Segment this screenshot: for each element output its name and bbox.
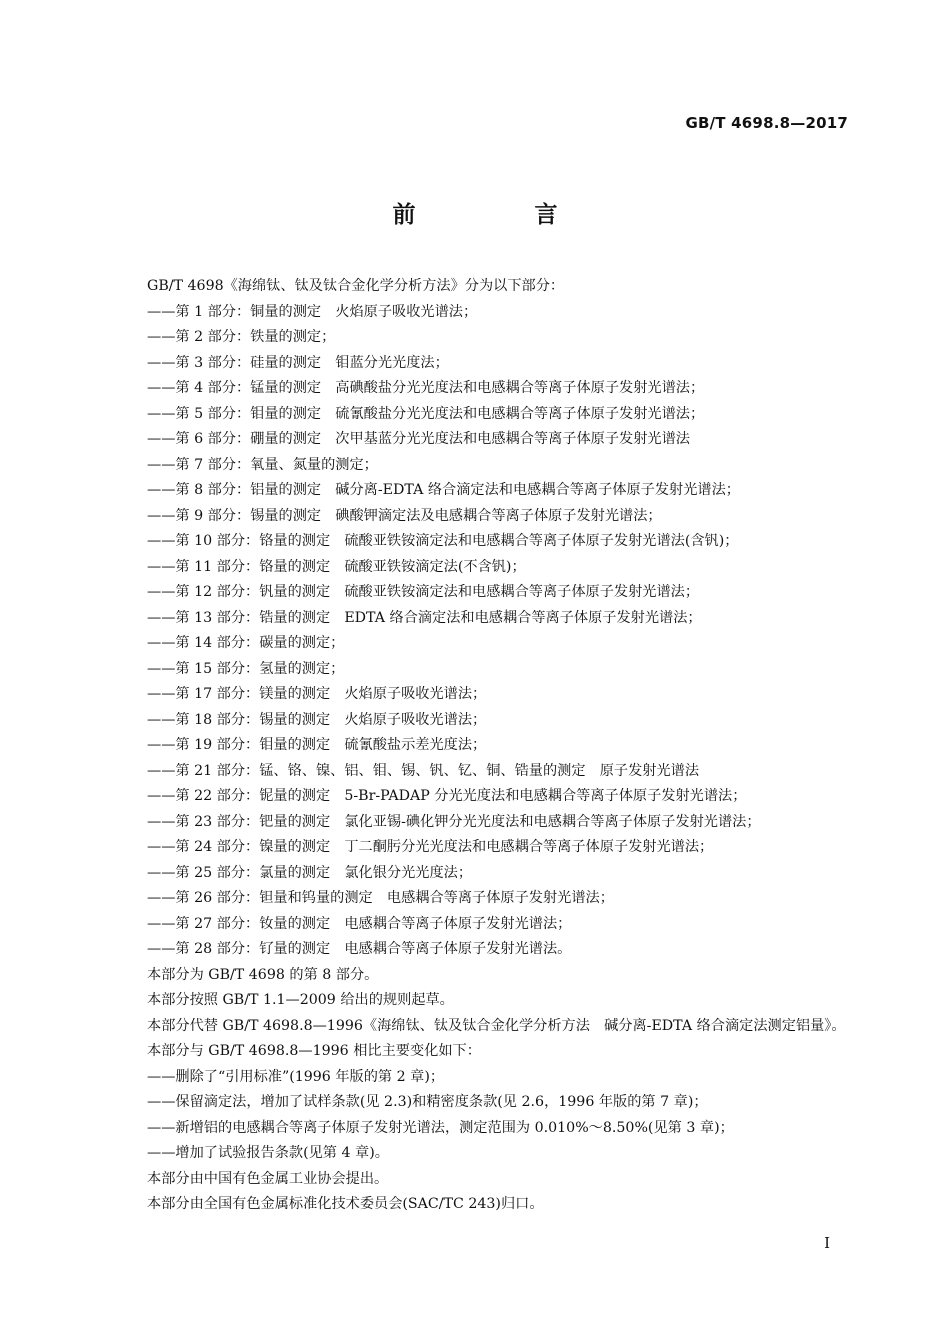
proposed-statement: 本部分由中国有色金属工业协会提出。 [147, 1170, 389, 1187]
list-item: ——第 25 部分：氯量的测定 氯化银分光光度法； [147, 864, 473, 881]
list-item: ——第 6 部分：硼量的测定 次甲基蓝分光光度法和电感耦合等离子体原子发射光谱法 [147, 431, 690, 447]
list-item: ——第 24 部分：镍量的测定 丁二酮肟分光光度法和电感耦合等离子体原子发射光谱法； [147, 839, 714, 855]
list-item: ——第 23 部分：钯量的测定 氯化亚锡-碘化钾分光光度法和电感耦合等离子体原子发射光谱法； [147, 813, 761, 830]
changes-intro: 本部分与 GB/T 4698.8—1996 相比主要变化如下： [147, 1043, 481, 1059]
list-item: ——第 28 部分：钌量的测定 电感耦合等离子体原子发射光谱法。 [147, 941, 572, 957]
list-item: ——第 13 部分：锆量的测定 EDTA 络合滴定法和电感耦合等离子体原子发射光谱法； [147, 609, 702, 626]
list-item: ——第 18 部分：锡量的测定 火焰原子吸收光谱法； [147, 711, 487, 728]
change-item: ——保留滴定法，增加了试样条款(见 2.3)和精密度条款(见 2.6，1996 年版的第 7 章)； [147, 1094, 708, 1110]
list-item: ——第 17 部分：镁量的测定 火焰原子吸收光谱法； [147, 686, 487, 702]
list-item: ——第 2 部分：铁量的测定； [147, 329, 336, 345]
intro-paragraph: GB/T 4698《海绵钛、钛及钛合金化学分析方法》分为以下部分： [147, 278, 565, 294]
foreword-body [114, 274, 854, 1218]
list-item: ——第 26 部分：钽量和钨量的测定 电感耦合等离子体原子发射光谱法； [147, 890, 614, 906]
centralized-statement: 本部分由全国有色金属标准化技术委员会(SAC/TC 243)归口。 [147, 1196, 544, 1212]
list-item: ——第 7 部分：氧量、氮量的测定； [147, 456, 378, 473]
standard-code: GB/T 4698.8—2017 [685, 114, 848, 132]
list-item: ——第 5 部分：钼量的测定 硫氰酸盐分光光度法和电感耦合等离子体原子发射光谱法； [147, 405, 705, 422]
list-item: ——第 9 部分：锡量的测定 碘酸钾滴定法及电感耦合等离子体原子发射光谱法； [147, 507, 662, 524]
list-item: ——第 12 部分：钒量的测定 硫酸亚铁铵滴定法和电感耦合等离子体原子发射光谱法； [147, 584, 700, 600]
rules-statement: 本部分按照 GB/T 1.1—2009 给出的规则起草。 [147, 992, 454, 1008]
change-item: ——增加了试验报告条款(见第 4 章)。 [147, 1145, 389, 1161]
list-item: ——第 15 部分：氢量的测定； [147, 660, 345, 677]
list-item: ——第 11 部分：铬量的测定 硫酸亚铁铵滴定法(不含钒)； [147, 558, 526, 575]
part-statement: 本部分为 GB/T 4698 的第 8 部分。 [147, 966, 379, 983]
list-item: ——第 4 部分：锰量的测定 高碘酸盐分光光度法和电感耦合等离子体原子发射光谱法； [147, 380, 705, 396]
list-item: ——第 14 部分：碳量的测定； [147, 635, 345, 651]
replace-statement: 本部分代替 GB/T 4698.8—1996《海绵钛、钛及钛合金化学分析方法 碱分离-EDTA 络合滴定法测定铝量》。 [147, 1017, 846, 1034]
change-item: ——新增铝的电感耦合等离子体原子发射光谱法，测定范围为 0.010%～8.50%(见第 3 章)； [147, 1119, 734, 1136]
page-number: Ⅰ [824, 1234, 830, 1252]
list-item: ——第 8 部分：铝量的测定 碱分离-EDTA 络合滴定法和电感耦合等离子体原子发射光谱法； [147, 482, 740, 498]
list-item: ——第 3 部分：硅量的测定 钼蓝分光光度法； [147, 354, 449, 371]
list-item: ——第 19 部分：钼量的测定 硫氰酸盐示差光度法； [147, 737, 487, 753]
list-item: ——第 27 部分：钕量的测定 电感耦合等离子体原子发射光谱法； [147, 915, 572, 932]
list-item: ——第 10 部分：铬量的测定 硫酸亚铁铵滴定法和电感耦合等离子体原子发射光谱法(含钒)； [147, 533, 739, 549]
change-item: ——删除了“引用标准”(1996 年版的第 2 章)； [147, 1068, 445, 1085]
page-title: 前 言 [392, 202, 606, 228]
list-item: ——第 21 部分：锰、铬、镍、铝、钼、锡、钒、钇、铜、锆量的测定 原子发射光谱法 [147, 762, 700, 779]
list-item: ——第 22 部分：铌量的测定 5-Br-PADAP 分光光度法和电感耦合等离子体原子发射光谱法； [147, 788, 747, 804]
list-item: ——第 1 部分：铜量的测定 火焰原子吸收光谱法； [147, 303, 478, 320]
